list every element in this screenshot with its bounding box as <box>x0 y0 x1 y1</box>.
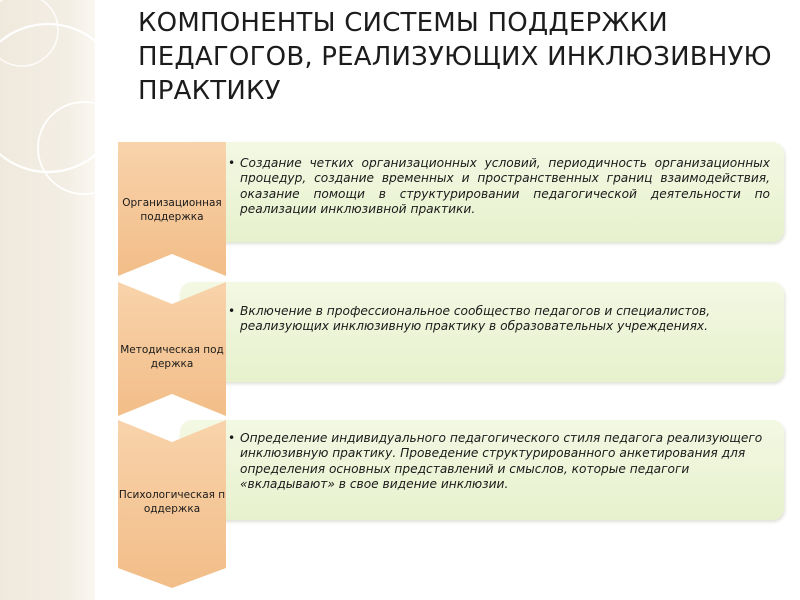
component-description <box>228 431 784 492</box>
component-description-text: Создание четких организационных условий, периодичность организационных процедур, создание временных и пространственных границ взаимодействия, оказание помощи в структурировании педагогической деятельности по реализации инклюзивной практики. <box>240 156 770 216</box>
component-description <box>228 156 784 217</box>
component-description-text: Включение в профессиональное сообщество педагогов и специалистов, реализующих инклюзивную практику в образовательных учреждениях. <box>240 304 711 334</box>
component-description-text: Определение индивидуального педагогического стиля педагога реализующего инклюзивную практику. Проведение структурированного анкетирования для определения основных представлений и смыслов, которые педагоги «вкладывают» в свое видение инклюзии. <box>240 431 763 491</box>
bullet-icon: • <box>228 156 236 170</box>
component-label: Организационная поддержка <box>122 197 222 223</box>
component-label: Психологическая поддержка <box>118 489 226 515</box>
bullet-icon: • <box>228 304 236 318</box>
component-label: Методическая поддержка <box>120 344 224 370</box>
component-description-box <box>180 420 784 520</box>
component-description <box>228 304 784 335</box>
component-description-box <box>180 142 784 242</box>
bullet-icon: • <box>228 431 236 445</box>
component-description-box <box>180 282 784 382</box>
page-title: КОМПОНЕНТЫ СИСТЕМЫ ПОДДЕРЖКИ ПЕДАГОГОВ, РЕАЛИЗУЮЩИХ ИНКЛЮЗИВНУЮ ПРАКТИКУ <box>138 8 772 106</box>
